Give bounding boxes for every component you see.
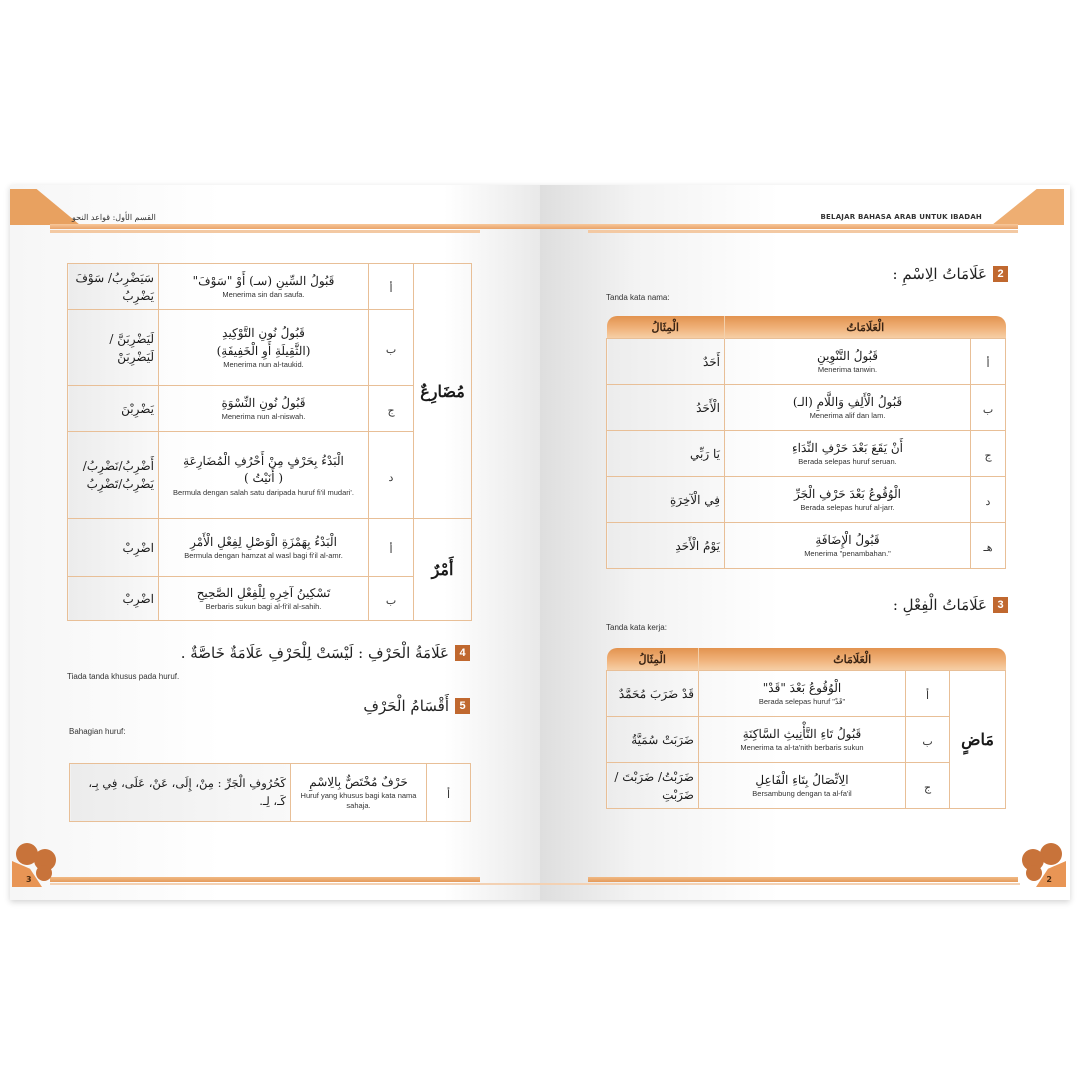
left-page <box>10 185 540 900</box>
section-2-note: Tanda kata nama: <box>606 293 670 302</box>
example: اضْرِبْ <box>122 591 154 606</box>
sign-arabic: الْبَدْءُ بِحَرْفٍ مِنْ أَحْرُفِ الْمُضَارِعَةِ <box>183 453 344 468</box>
row-letter: د <box>388 470 394 484</box>
example: كَحُرُوفِ الْجَرِّ : مِنْ، إِلَى، عَنْ، عَلَى، فِي بِـ، كَـ، لِـ. <box>88 776 286 808</box>
table-row <box>607 477 1006 523</box>
table-row <box>70 764 471 822</box>
header-example: الْمِثَالُ <box>607 316 725 339</box>
sign-malay: Huruf yang khusus bagi kata nama sahaja. <box>300 791 417 811</box>
category-amr: أَمْرٌ <box>431 560 454 579</box>
example: أَحَدٌ <box>702 354 720 369</box>
sign-malay: Bermula dengan salah satu daripada huruf fi'il mudari'. <box>173 487 354 497</box>
section-title: عَلَامَاتُ الْفِعْلِ : <box>892 596 987 614</box>
category-madi: مَاضٍ <box>961 730 994 749</box>
table-row <box>607 671 1006 717</box>
sign-malay: Bersambung dengan ta al-fa'il <box>752 789 852 799</box>
example: الْأَحَدُ <box>696 400 720 415</box>
page-number: 3 <box>26 875 32 884</box>
section-title: عَلَامَةُ الْحَرْفِ : لَيْسَتْ لِلْحَرْفِ عَلَامَةٌ خَاصَّةٌ . <box>180 644 449 662</box>
sign-arabic: حَرْفٌ مُخْتَصٌّ بِالِاسْمِ <box>309 775 408 790</box>
header-bar <box>540 224 1018 229</box>
footer-bar-shadow <box>540 883 1020 885</box>
sign-arabic-2: (الثَّقِيلَةِ أَوِ الْخَفِيفَةِ) <box>216 343 311 358</box>
sign-malay: Menerima ta al-ta'nith berbaris sukun <box>740 743 864 753</box>
sign-malay: Menerima sin dan saufa. <box>222 290 305 300</box>
row-letter: هـ <box>983 541 993 554</box>
section-number-badge: 2 <box>993 266 1008 282</box>
table-row <box>607 763 1006 809</box>
table-row <box>68 577 472 621</box>
row-letter: أ <box>986 357 990 370</box>
row-letter: ج <box>984 449 992 462</box>
sign-arabic: الْبَدْءُ بِهَمْزَةِ الْوَصْلِ لِفِعْلِ الْأَمْرِ <box>190 534 337 549</box>
table-row <box>68 519 472 577</box>
table-header <box>607 648 1006 671</box>
table-row <box>68 386 472 432</box>
table-header <box>607 316 1006 339</box>
sign-arabic: تَسْكِينُ آخِرِهِ لِلْفِعْلِ الصَّحِيحِ <box>196 585 331 600</box>
header-bar-shadow <box>588 230 1018 233</box>
row-letter: ج <box>923 781 932 794</box>
row-letter: ب <box>922 735 933 748</box>
sign-arabic: قَبُولُ تَاءِ التَّأْنِيثِ السَّاكِنَةِ <box>742 726 862 741</box>
sign-arabic: قَبُولُ نُونِ النِّسْوَةِ <box>221 395 306 410</box>
fiil-signs-table <box>606 648 1006 809</box>
section-number-badge: 5 <box>455 698 470 714</box>
running-head: BELAJAR BAHASA ARAB UNTUK IBADAH <box>820 213 982 221</box>
example: فِي الْآخِرَةِ <box>669 492 720 507</box>
sign-arabic: الْوُقُوعُ بَعْدَ حَرْفِ الْجَرِّ <box>794 486 901 501</box>
section-5-note: Bahagian huruf: <box>69 727 126 736</box>
section-3-note: Tanda kata kerja: <box>606 623 667 632</box>
running-head: القسم الأول: قواعد النحو <box>72 213 156 222</box>
section-5-heading <box>363 697 470 715</box>
right-page <box>540 185 1070 900</box>
section-title: عَلَامَاتُ الِاسْمِ : <box>892 265 987 283</box>
header-bar-shadow <box>50 230 480 233</box>
table-row <box>607 523 1006 569</box>
sign-arabic: قَبُولُ نُونِ التَّوْكِيدِ <box>222 326 305 341</box>
sign-malay: Menerima tanwin. <box>817 365 878 375</box>
row-letter: أ <box>446 788 451 801</box>
book-spread <box>10 185 1070 900</box>
table-row <box>68 310 472 386</box>
table-row <box>607 339 1006 385</box>
example: يَوْمُ الْأَحَدِ <box>675 538 720 553</box>
row-letter: ج <box>387 404 395 417</box>
flower-ornament-icon <box>1018 841 1066 887</box>
footer-bar <box>588 877 1018 882</box>
footer-bar-shadow <box>50 883 540 885</box>
row-letter: أ <box>389 282 393 295</box>
section-title: أَقْسَامُ الْحَرْفِ <box>363 697 449 715</box>
sign-malay: Menerima "penambahan." <box>804 549 891 559</box>
flower-ornament-icon <box>12 841 60 887</box>
row-letter: ب <box>385 343 397 356</box>
section-number-badge: 3 <box>993 597 1008 613</box>
sign-malay: Berada selepas huruf seruan. <box>798 457 897 467</box>
verb-signs-table <box>67 263 472 621</box>
header-example: الْمِثَالُ <box>607 648 699 671</box>
sign-arabic: قَبُولُ التَّنْوِينِ <box>817 348 878 363</box>
header-bar <box>50 224 540 229</box>
sign-malay: Menerima nun al-taukid. <box>223 360 304 370</box>
sign-malay: Berada selepas huruf al-jarr. <box>800 503 895 513</box>
sign-malay: Menerima nun al-niswah. <box>221 412 306 422</box>
section-2-heading <box>893 265 1009 283</box>
footer-bar <box>50 877 480 882</box>
header-corner-decoration <box>992 189 1064 225</box>
example: ضَرَبْتُ/ ضَرَبْتَ / ضَرَبْتِ <box>614 769 694 802</box>
sign-malay: Bermula dengan hamzat al wasl bagi fi'il al-amr. <box>184 551 343 561</box>
header-signs: الْعَلَامَاتُ <box>725 316 1006 339</box>
example: سَيَضْرِبُ/ سَوْفَ يَضْرِبُ <box>75 270 154 303</box>
row-letter: ب <box>385 594 397 607</box>
example: اضْرِبْ <box>122 540 154 555</box>
table-row <box>68 264 472 310</box>
row-letter: أ <box>389 543 393 556</box>
sign-arabic: قَبُولُ الْأَلِفِ وَاللَّامِ (الـ) <box>792 394 903 409</box>
sign-malay: Berbaris sukun bagi al-fi'il al-sahih. <box>205 602 322 612</box>
sign-arabic: الْوُقُوعُ بَعْدَ "قَدْ" <box>762 680 842 695</box>
example: قَدْ ضَرَبَ مُحَمَّدٌ <box>618 686 694 701</box>
sign-arabic-2: ( أَنَيْتُ ) <box>243 471 284 486</box>
sign-malay: Berada selepas huruf "قَدْ" <box>758 697 846 707</box>
sign-malay: Menerima alif dan lam. <box>809 411 886 421</box>
header-corner-decoration <box>10 189 80 225</box>
page-number: 2 <box>1046 875 1052 884</box>
row-letter: د <box>985 495 991 508</box>
section-3-heading <box>893 596 1008 614</box>
sign-arabic: أَنْ يَقَعَ بَعْدَ حَرْفِ النِّدَاءِ <box>792 440 903 455</box>
section-4-note: Tiada tanda khusus pada huruf. <box>67 672 180 681</box>
example: لَيَضْرِبَنَّ / لَيَضْرِبَنْ <box>109 331 154 364</box>
example: أَضْرِبُ/نَضْرِبُ/ يَضْرِبُ/تَضْرِبُ <box>82 459 154 491</box>
example: يَا رَبِّي <box>690 446 720 461</box>
huruf-types-table <box>69 763 471 822</box>
table-row <box>607 717 1006 763</box>
row-letter: أ <box>925 689 930 702</box>
sign-arabic: قَبُولُ السِّينِ (سـ) أَوْ "سَوْفَ" <box>192 273 335 288</box>
table-row <box>68 432 472 519</box>
section-4-heading <box>181 644 470 662</box>
isim-signs-table <box>606 316 1006 569</box>
section-number-badge: 4 <box>455 645 470 661</box>
header-signs: الْعَلَامَاتُ <box>699 648 1006 671</box>
table-row <box>607 385 1006 431</box>
sign-arabic: الِاتِّصَالُ بِتَاءِ الْفَاعِلِ <box>755 772 849 787</box>
example: ضَرَبَتْ سُمَيَّةُ <box>631 732 694 747</box>
example: يَضْرِبْنَ <box>121 401 154 416</box>
sign-arabic: قَبُولُ الْإِضَافَةِ <box>815 532 880 547</box>
table-row <box>607 431 1006 477</box>
row-letter: ب <box>982 403 994 416</box>
category-mudari: مُضَارِعٌ <box>420 381 465 401</box>
